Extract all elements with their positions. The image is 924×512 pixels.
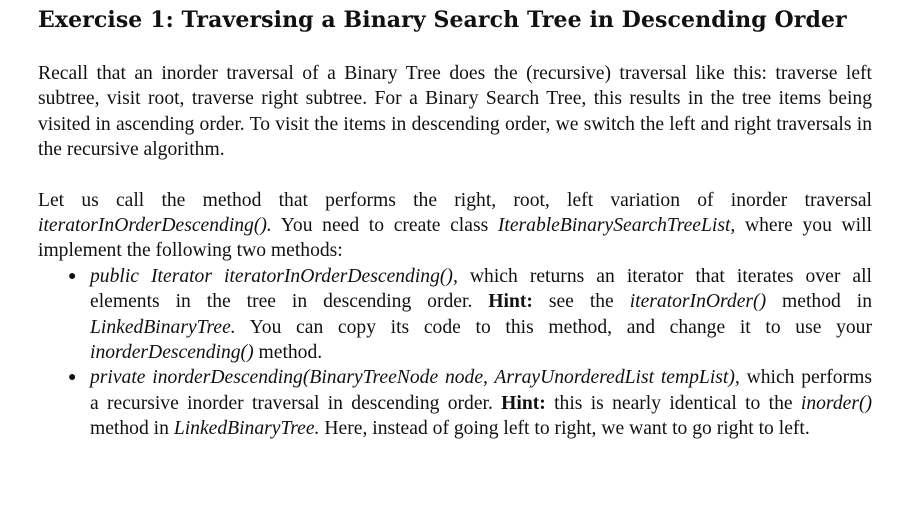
method-item-iterator [38,264,872,366]
task-text-3: where you will implement the following two methods: [38,215,873,262]
method-desc: method. [253,342,323,364]
method-desc: You can copy its code to this method, and change it to use your [235,316,872,338]
task-text-1: Let us call the method that performs the right, root, left variation of inorder traversal [38,189,872,211]
bullet-icon: ● [68,370,77,386]
method-desc: Here, instead of going left to right, we want to go right to left. [319,418,810,440]
method-signature: private inorderDescending(BinaryTreeNode node, ArrayUnorderedList tempList), [90,367,740,389]
task-paragraph [38,188,872,264]
ref-method: iteratorInOrder() [629,291,767,313]
method-item-inorder-descending [38,365,872,441]
method-name-descending: iteratorInOrderDescending(). [38,215,272,237]
method-desc: see the [532,291,630,313]
bullet-icon: ● [68,268,77,284]
ref-class: LinkedBinaryTree. [173,418,320,440]
ref-method: inorderDescending() [90,342,254,364]
method-desc: this is nearly identical to the [545,392,801,414]
hint-label: Hint: [488,291,533,313]
method-signature: public Iterator iteratorInOrderDescending(), [90,265,458,287]
methods-list [38,264,872,442]
method-desc: which performs a recursive inorder traversal in descending order. [90,367,872,414]
class-name-iterable-bst-list: IterableBinarySearchTreeList, [497,215,736,237]
task-text-2: You need to create class [271,215,498,237]
method-desc: which returns an iterator that iterates over all elements in the tree in descending order. [90,265,872,313]
method-desc: method in [90,418,174,440]
exercise-title: Exercise 1: Traversing a Binary Search Tree in Descending Order [38,7,847,33]
method-desc: method in [766,291,872,313]
intro-paragraph: Recall that an inorder traversal of a Binary Tree does the (recursive) traversal like this: traverse left subtree, visit root, traverse right subtree. For a Binary Search Tree, this results in the tree items being visited in ascending order. To visit the items in descending order, we switch the left and right traversals in the recursive algorithm. [38,63,872,161]
hint-label: Hint: [501,392,546,414]
ref-method: inorder() [800,392,872,414]
ref-class: LinkedBinaryTree. [90,316,236,338]
